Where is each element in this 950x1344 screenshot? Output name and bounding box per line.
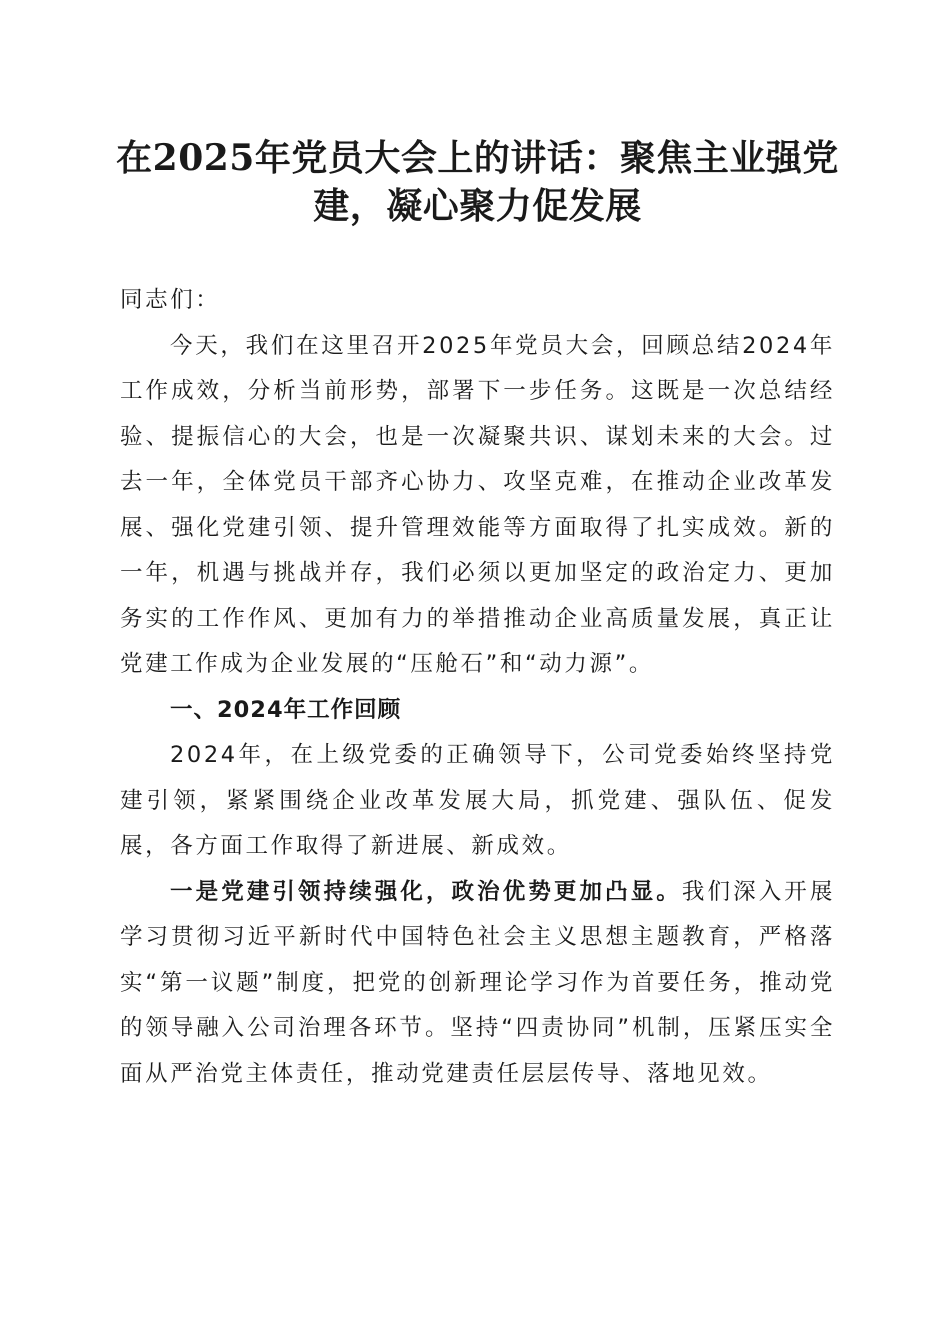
document-body	[120, 278, 835, 1097]
section-heading: 一、2024年工作回顾	[170, 696, 402, 723]
document-title: 在2025年党员大会上的讲话：聚焦主业强党建，凝心聚力促发展	[116, 137, 839, 227]
salutation: 同志们：	[120, 287, 221, 313]
point-paragraph	[120, 870, 835, 1098]
intro-paragraph: 今天，我们在这里召开2025年党员大会，回顾总结2024年工作成效，分析当前形势，部署下一步任务。这既是一次总结经验、提振信心的大会，也是一次凝聚共识、谋划未来的大会。过去一年，全体党员干部齐心协力、攻坚克难，在推动企业改革发展、强化党建引领、提升管理效能等方面取得了扎实成效。新的一年，机遇与挑战并存，我们必须以更加坚定的政治定力、更加务实的工作作风、更加有力的举措推动企业高质量发展，真正让党建工作成为企业发展的“压舱石”和“动力源”。	[120, 332, 835, 677]
point-lead: 一是党建引领持续强化，政治优势更加凸显。	[170, 878, 682, 905]
section-summary-paragraph: 2024年，在上级党委的正确领导下，公司党委始终坚持党建引领，紧紧围绕企业改革发展大局，抓党建、强队伍、促发展，各方面工作取得了新进展、新成效。	[120, 742, 835, 859]
point-text: 我们深入开展学习贯彻习近平新时代中国特色社会主义思想主题教育，严格落实“第一议题”制度，把党的创新理论学习作为首要任务，推动党的领导融入公司治理各环节。坚持“四责协同”机制，压紧压实全面从严治党主体责任，推动党建责任层层传导、落地见效。	[120, 878, 835, 1087]
